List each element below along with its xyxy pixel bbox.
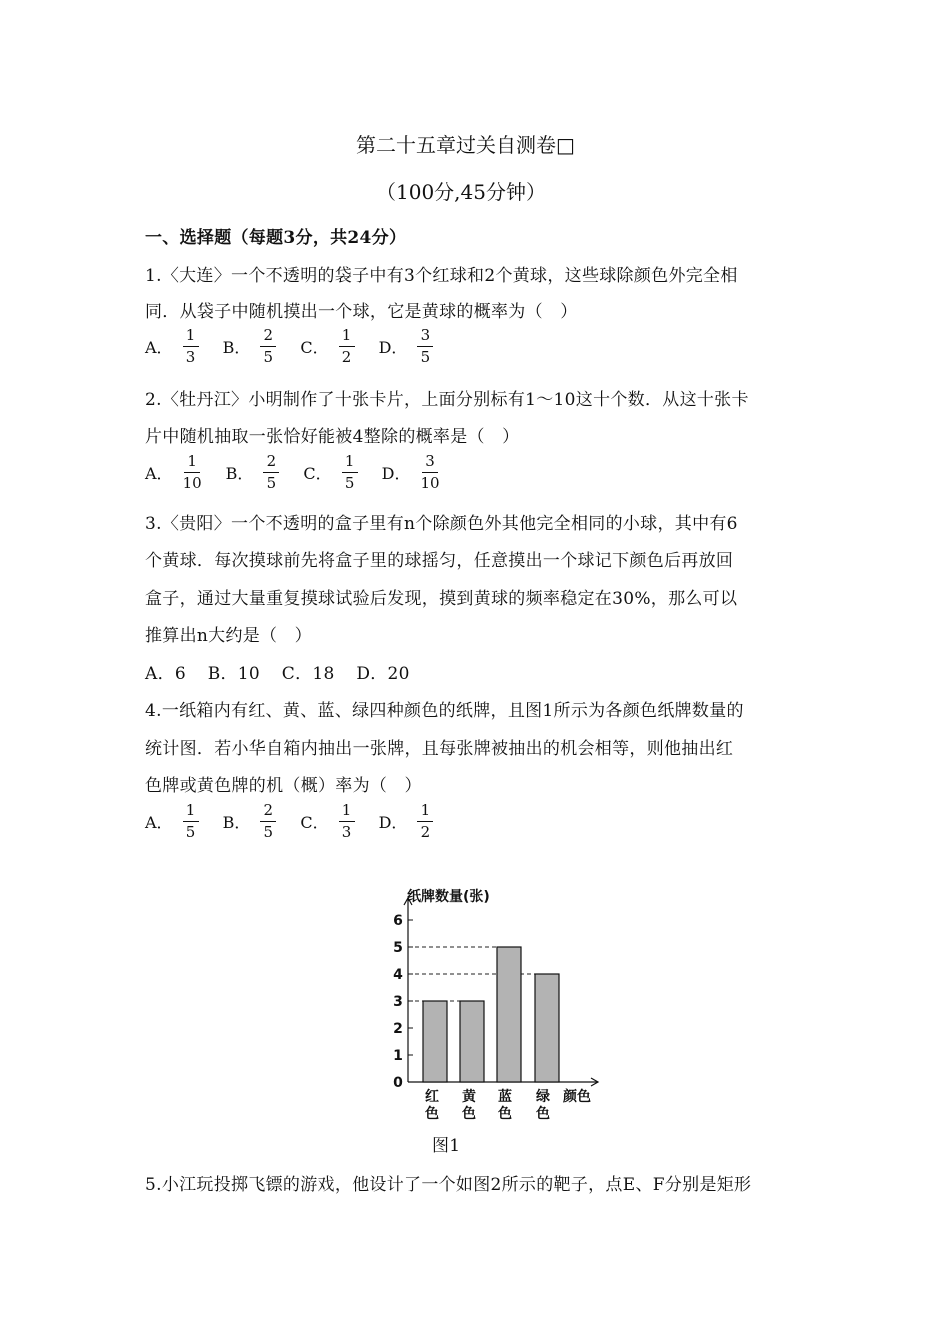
chart-y-tick-label-4: 4: [393, 967, 403, 983]
q3-option-d: D．20: [356, 664, 410, 684]
chart-y-tick-label-2: 2: [393, 1021, 403, 1037]
chart-y-tick-label-0: 0: [393, 1075, 403, 1091]
q2-options: [145, 454, 464, 491]
q2-option-b: B． $\frac{2}{5}$: [226, 454, 280, 491]
chart-category-label-2-1: 黄: [462, 1089, 476, 1105]
q2-option-a: A． $\frac{1}{10}$: [145, 452, 202, 492]
q4-option-a: A． $\frac{1}{5}$: [145, 803, 199, 840]
q2-line2: 片中随机抽取一张恰好能被4整除的概率是（ ）: [145, 427, 520, 447]
q1-options: [145, 328, 457, 365]
q4-option-c: C． $\frac{1}{3}$: [300, 803, 354, 840]
chart-category-label-2-2: 色: [462, 1106, 476, 1122]
q3-option-c: C．18: [281, 664, 335, 684]
q4-option-d: D． $\frac{1}{2}$: [379, 803, 434, 840]
chart-category-label-4-1: 绿: [536, 1089, 550, 1105]
chart-y-tick-label-6: 6: [393, 913, 403, 929]
chart-category-label-3-2: 色: [498, 1106, 512, 1122]
q4-options: [145, 803, 457, 840]
q3-line2: 个黄球．每次摸球前先将盒子里的球摇匀，任意摸出一个球记下颜色后再放回: [145, 551, 734, 571]
q3-line4: 推算出n大约是（ ）: [145, 626, 312, 646]
q3-option-b: B．10: [207, 664, 261, 684]
q3-option-a: A．6: [145, 664, 186, 684]
chart-ylabel: 纸牌数量(张): [407, 889, 490, 905]
q1-line1: 1.〈大连〉一个不透明的袋子中有3个红球和2个黄球，这些球除颜色外完全相: [145, 266, 738, 286]
page-title: 第二十五章过关自测卷□: [356, 133, 575, 157]
q1-option-a: A． $\frac{1}{3}$: [145, 328, 199, 365]
chart-y-arrow: [404, 898, 412, 905]
q2-option-d: D． $\frac{3}{10}$: [381, 452, 440, 492]
q1-line2: 同．从袋子中随机摸出一个球，它是黄球的概率为（ ）: [145, 302, 578, 322]
chart-category-label-1-2: 色: [425, 1106, 439, 1122]
chart-y-tick-label-5: 5: [393, 940, 403, 956]
chart-category-label-4-2: 色: [536, 1106, 550, 1122]
chart-y-tick-label-3: 3: [393, 994, 403, 1010]
q3-line3: 盒子，通过大量重复摸球试验后发现，摸到黄球的频率稳定在30%，那么可以: [145, 589, 738, 609]
q4-option-b: B． $\frac{2}{5}$: [223, 803, 277, 840]
q3-options: [145, 659, 426, 684]
q5-line1: 5.小江玩投掷飞镖的游戏，他设计了一个如图2所示的靶子，点E、F分别是矩形: [145, 1175, 752, 1195]
chart-bar-1: [423, 1001, 447, 1082]
q4-line2: 统计图．若小华自箱内抽出一张牌，且每张牌被抽出的机会相等，则他抽出红: [145, 739, 734, 759]
chart-bar-3: [497, 947, 521, 1082]
chart-category-label-1-1: 红: [425, 1089, 439, 1105]
q1-option-c: C． $\frac{1}{2}$: [300, 328, 354, 365]
page-subtitle: （100分,45分钟）: [376, 180, 546, 204]
chart-y-tick-label-1: 1: [393, 1048, 403, 1064]
chart-bar-2: [460, 1001, 484, 1082]
q2-line1: 2.〈牡丹江〉小明制作了十张卡片，上面分别标有1～10这十个数．从这十张卡: [145, 390, 749, 410]
figure1-caption: 图1: [432, 1136, 461, 1156]
q3-line1: 3.〈贵阳〉一个不透明的盒子里有n个除颜色外其他完全相同的小球，其中有6: [145, 514, 738, 534]
chart-bar-4: [535, 974, 559, 1082]
chart-category-label-3-1: 蓝: [498, 1089, 512, 1105]
chart-xlabel: 颜色: [563, 1089, 591, 1105]
q1-option-d: D． $\frac{3}{5}$: [379, 328, 434, 365]
section-heading: 一、选择题（每题3分，共24分）: [145, 228, 407, 248]
q4-line3: 色牌或黄色牌的机（概）率为（ ）: [145, 776, 422, 796]
q4-line1: 4.一纸箱内有红、黄、蓝、绿四种颜色的纸牌，且图1所示为各颜色纸牌数量的: [145, 701, 744, 721]
chart-x-arrow: [591, 1078, 598, 1086]
q2-option-c: C． $\frac{1}{5}$: [303, 454, 357, 491]
q1-option-b: B． $\frac{2}{5}$: [223, 328, 277, 365]
